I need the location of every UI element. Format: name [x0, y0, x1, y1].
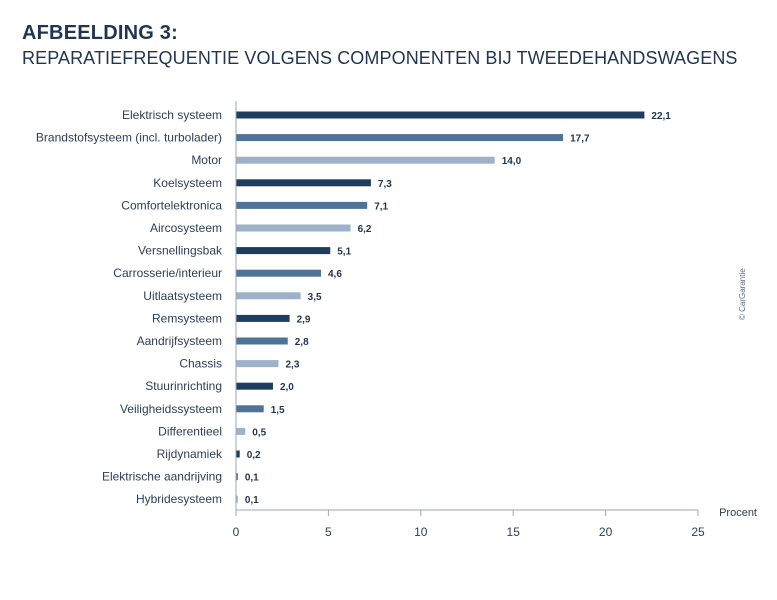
data-label: 5,1 — [337, 246, 352, 258]
copyright-text: © CarGarantie — [738, 268, 747, 320]
x-tick-label: 15 — [506, 525, 520, 539]
data-label: 3,5 — [307, 291, 322, 303]
bar — [236, 428, 245, 435]
data-label: 4,6 — [328, 269, 342, 281]
data-label: 0,1 — [244, 472, 259, 484]
data-label: 0,1 — [244, 495, 259, 507]
bar — [236, 338, 288, 345]
data-label: 2,9 — [296, 314, 311, 326]
bar — [236, 134, 563, 141]
data-label: 0,2 — [246, 450, 261, 461]
bar — [236, 202, 367, 209]
data-label: 7,1 — [374, 201, 389, 213]
category-label: Stuurinrichting — [145, 379, 222, 394]
bar — [236, 405, 264, 412]
x-tick-label: 5 — [325, 525, 332, 539]
data-label: 1,5 — [270, 404, 285, 416]
x-axis-label: Procent — [719, 507, 757, 519]
category-label: Elektrisch systeem — [121, 108, 222, 122]
category-label: Versnellingsbak — [137, 243, 222, 258]
bar — [236, 247, 330, 254]
x-tick-label: 0 — [232, 525, 240, 539]
category-label: Koelsysteem — [153, 175, 222, 190]
category-label: Carrosserie/interieur — [113, 266, 222, 281]
data-label: 14,0 — [501, 156, 522, 168]
bar — [236, 451, 240, 458]
category-label: Brandstofsysteem (incl. turbolader) — [35, 130, 222, 145]
category-label: Aircosysteem — [149, 221, 222, 235]
category-label: Remsysteem — [151, 311, 222, 326]
bar — [236, 383, 273, 390]
data-label: 2,3 — [285, 359, 300, 371]
bar — [236, 112, 644, 119]
data-label: 17,7 — [570, 133, 590, 145]
category-label: Comfortelektronica — [121, 198, 222, 213]
category-label: Aandrijfsysteem — [136, 334, 222, 348]
x-tick-label: 20 — [598, 525, 613, 539]
category-label: Veiligheidssysteem — [119, 401, 222, 416]
bar — [236, 360, 279, 367]
data-label: 6,2 — [357, 224, 372, 235]
bars-group — [236, 112, 644, 503]
data-label: 2,0 — [279, 382, 294, 394]
value-labels-group — [245, 111, 671, 506]
category-label: Motor — [191, 153, 222, 168]
category-label: Rijdynamiek — [156, 447, 222, 461]
bar — [236, 179, 371, 186]
category-labels-group — [36, 108, 223, 506]
data-label: 7,3 — [377, 178, 392, 190]
bar — [236, 270, 321, 277]
chart-subtitle: REPARATIEFREQUENTIE VOLGENS COMPONENTEN BIJ TWEEDEHANDSWAGENS — [22, 48, 738, 68]
x-tick-label: 10 — [414, 525, 428, 539]
data-label: 0,5 — [252, 427, 267, 439]
x-axis-group — [233, 101, 757, 539]
bar — [236, 315, 290, 322]
data-label: 22,1 — [651, 111, 671, 122]
category-label: Elektrische aandrijving — [101, 469, 222, 484]
bar — [236, 157, 495, 164]
chart-title: AFBEELDING 3: — [22, 22, 178, 44]
x-tick-label: 25 — [691, 525, 705, 539]
category-label: Uitlaatsysteem — [143, 288, 222, 303]
bar — [236, 292, 301, 299]
bar — [236, 225, 351, 232]
data-label: 2,8 — [294, 337, 309, 348]
category-label: Hybridesysteem — [135, 492, 222, 507]
category-label: Differentieel — [158, 424, 222, 439]
category-label: Chassis — [179, 356, 222, 371]
